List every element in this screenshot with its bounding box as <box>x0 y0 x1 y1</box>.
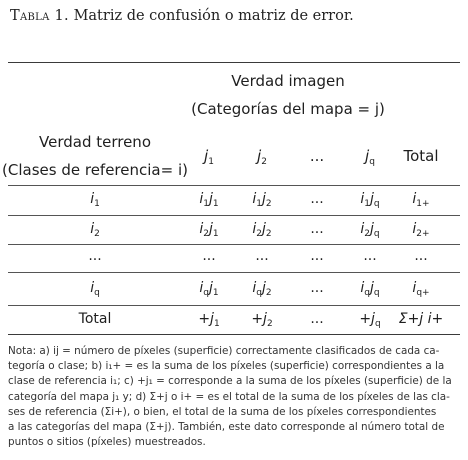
table-cell: $i_1j_q$ <box>360 191 380 209</box>
note-line: ses de referencia (Σi+), o bien, el total de la suma de los píxeles correspondientes <box>8 405 437 418</box>
header-rule <box>8 185 460 186</box>
row-label: $i_q$ <box>90 280 100 298</box>
table-cell: ... <box>310 191 324 207</box>
table-cell: $i_2j_1$ <box>199 221 219 239</box>
table-cell: $i_1j_1$ <box>199 191 219 209</box>
header-categorias: (Categorías del mapa = j) <box>191 100 385 118</box>
column-header: Total <box>403 147 439 165</box>
table-cell: ... <box>310 280 324 296</box>
column-header: ... <box>309 147 325 165</box>
row-rule <box>8 272 460 273</box>
table-cell: ... <box>255 248 269 264</box>
header-verdad-imagen: Verdad imagen <box>231 72 345 90</box>
total-cell: $+j_q$ <box>359 311 381 329</box>
total-label: Total <box>78 311 112 327</box>
note-line: a las categorías del mapa (Σ+j). También, este dato corresponde al número total de <box>8 421 445 434</box>
top-rule <box>8 62 460 63</box>
table-cell: ... <box>202 248 216 264</box>
table-cell: $i_qj_1$ <box>199 280 219 298</box>
row-rule <box>8 305 460 306</box>
row-rule <box>8 244 460 245</box>
table-cell: $i_qj_q$ <box>360 280 380 298</box>
table-number: Tabla 1. <box>10 8 69 24</box>
table-note <box>8 344 460 450</box>
table-cell: ... <box>363 248 377 264</box>
table-cell: $i_{1+}$ <box>412 191 430 209</box>
note-line: categoría del mapa j₁ y; d) Σ+j o i+ = es el total de la suma de los píxeles de las cla- <box>8 390 450 403</box>
table-cell: $i_2j_q$ <box>360 221 380 239</box>
column-header: $j_1$ <box>204 147 214 167</box>
column-header: $j_q$ <box>365 147 375 167</box>
header-verdad-terreno: Verdad terreno <box>39 133 151 151</box>
note-line: puntos o sitios (píxeles) muestreados. <box>8 436 206 449</box>
table-cell: ... <box>310 248 324 264</box>
total-cell: $+j_2$ <box>251 311 273 329</box>
row-label: $i_1$ <box>90 191 100 209</box>
note-line: tegoría o clase; b) i₁+ = es la suma de los píxeles (superficie) correspondientes a la <box>8 360 445 373</box>
column-header: $j_2$ <box>257 147 267 167</box>
row-label: $i_2$ <box>90 221 100 239</box>
table-cell: ... <box>310 221 324 237</box>
table-cell: ... <box>414 248 428 264</box>
note-line: Nota: a) ij = número de píxeles (superficie) correctamente clasificados de cada ca- <box>8 345 440 357</box>
table-title <box>10 8 460 24</box>
note-line: clase de referencia i₁; c) +j₁ = corresponde a la suma de los píxeles (superficie) de la <box>8 375 452 388</box>
bottom-rule <box>8 334 460 335</box>
total-cell: Σ+j i+ <box>398 311 444 327</box>
table-cell: $i_{q+}$ <box>412 280 430 298</box>
table-cell: $i_1j_2$ <box>252 191 272 209</box>
table-cell: $i_{2+}$ <box>412 221 430 239</box>
table-cell: $i_2j_2$ <box>252 221 272 239</box>
total-cell: $+j_1$ <box>198 311 220 329</box>
row-label: ... <box>88 248 102 264</box>
total-cell: ... <box>310 311 324 327</box>
table-cell: $i_qj_2$ <box>252 280 272 298</box>
table-caption: Matriz de confusión o matriz de error. <box>73 8 354 24</box>
row-rule <box>8 215 460 216</box>
header-clases: (Clases de referencia= i) <box>2 161 188 179</box>
